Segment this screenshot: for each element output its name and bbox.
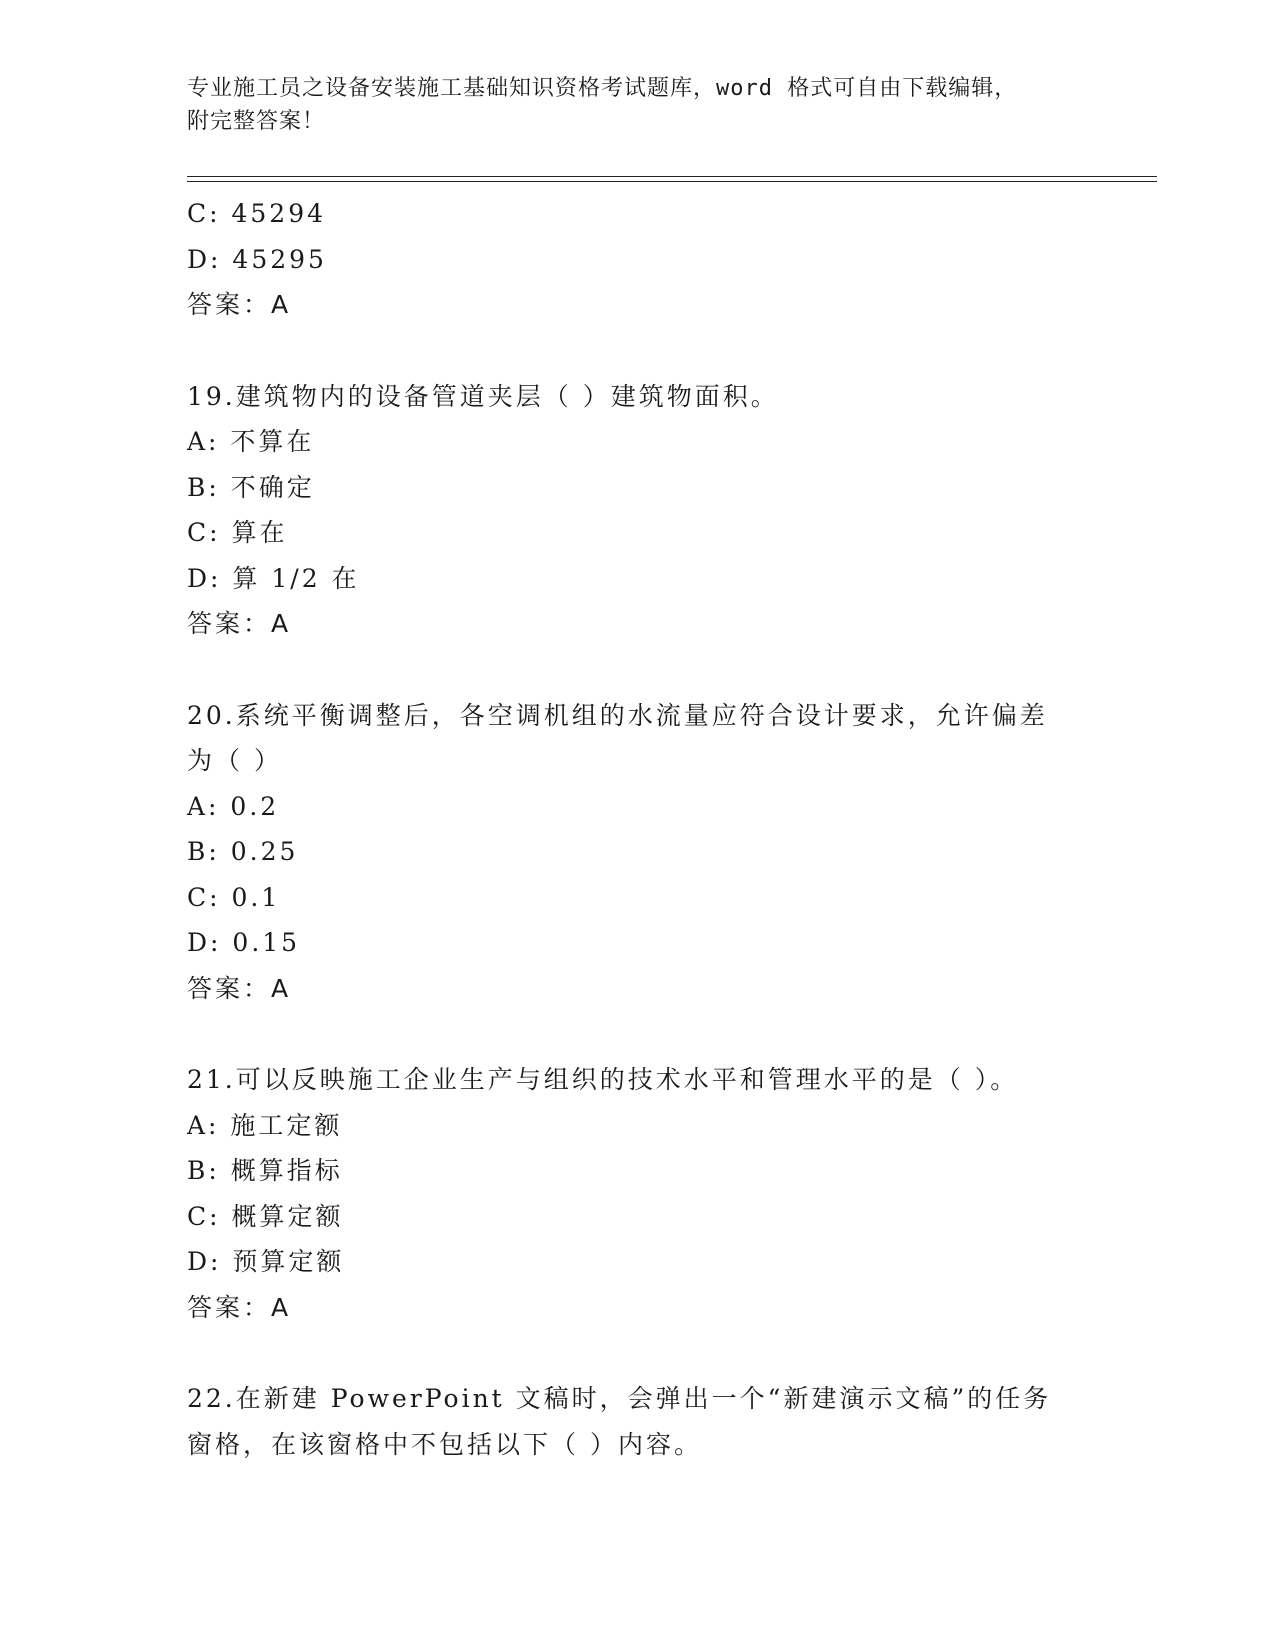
answer-line: 答案：A xyxy=(187,609,292,638)
answer-line: 答案：A xyxy=(187,1292,292,1322)
question-21 xyxy=(187,1057,1087,1330)
question-stem-continued: 窗格，在该窗格中不包括以下（ ）内容。 xyxy=(187,1429,702,1459)
question-22 xyxy=(187,1376,1087,1467)
header-rule-bottom xyxy=(187,181,1157,182)
option-c: C: 概算定额 xyxy=(187,1201,344,1231)
question-19 xyxy=(187,374,1087,647)
document-header xyxy=(187,72,1087,138)
question-stem: 19.建筑物内的设备管道夹层（ ）建筑物面积。 xyxy=(187,381,779,411)
question-prev xyxy=(187,191,1087,328)
header-rule-top xyxy=(187,176,1157,177)
question-stem: 22.在新建 PowerPoint 文稿时，会弹出一个“新建演示文稿”的任务 xyxy=(187,1384,1052,1413)
answer-line: 答案：A xyxy=(187,290,292,319)
header-line-2: 附完整答案！ xyxy=(187,109,326,134)
option-c: C: 算在 xyxy=(187,518,288,547)
option-a: A: 0.2 xyxy=(187,791,280,821)
answer-line: 答案：A xyxy=(187,973,292,1003)
question-list xyxy=(187,191,1087,1467)
question-stem: 20.系统平衡调整后，各空调机组的水流量应符合设计要求，允许偏差 xyxy=(187,700,1048,730)
option-a: A: 施工定额 xyxy=(187,1110,343,1140)
option-b: B: 0.25 xyxy=(187,837,299,866)
option-b: B: 概算指标 xyxy=(187,1156,343,1185)
question-stem: 21.可以反映施工企业生产与组织的技术水平和管理水平的是（ ）。 xyxy=(187,1065,1019,1094)
question-20 xyxy=(187,693,1087,1012)
option-d: D: 0.15 xyxy=(187,928,301,957)
option-b: B: 不确定 xyxy=(187,472,315,502)
option-c: C: 0.1 xyxy=(187,882,281,912)
option-d: D: 算 1/2 在 xyxy=(187,563,360,593)
option-d: D: 预算定额 xyxy=(187,1247,345,1276)
option-a: A: 不算在 xyxy=(187,427,315,456)
header-line-1: 专业施工员之设备安装施工基础知识资格考试题库，word 格式可自由下载编辑， xyxy=(187,76,1018,101)
option-d: D: 45295 xyxy=(187,244,327,274)
question-stem-continued: 为（ ） xyxy=(187,746,282,775)
option-c: C: 45294 xyxy=(187,199,327,228)
